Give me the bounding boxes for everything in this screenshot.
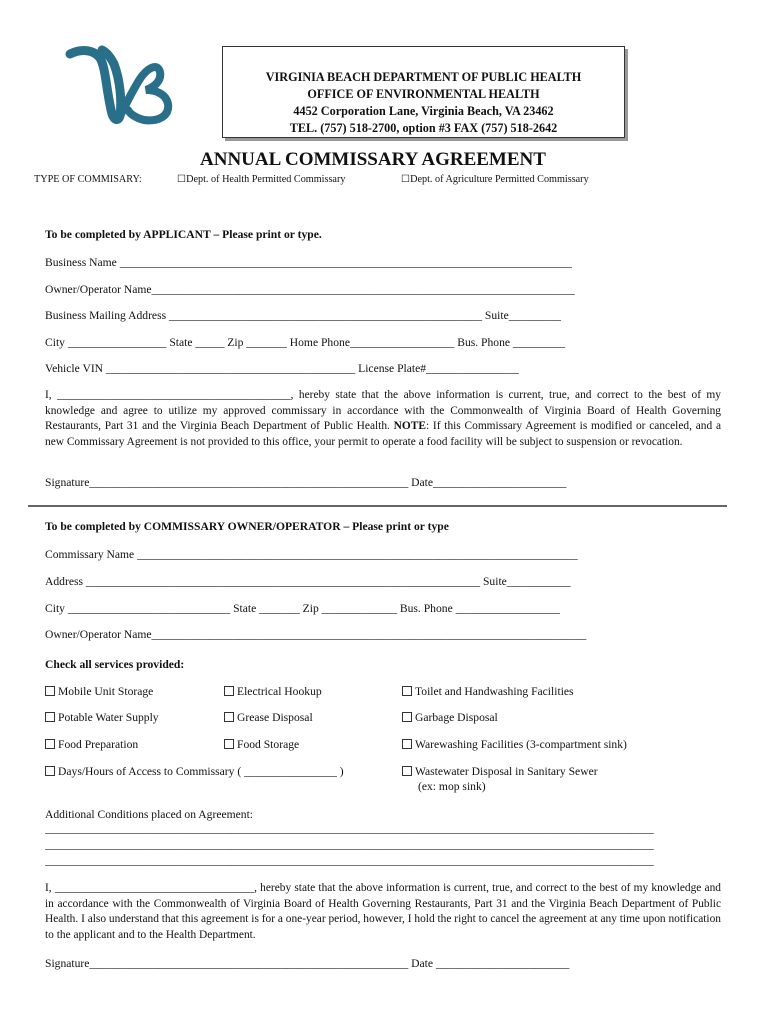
checkbox[interactable] [224,739,234,749]
checkbox[interactable] [45,712,55,722]
service-potable-water[interactable]: Potable Water Supply [45,711,159,724]
city-state-zip-field[interactable]: City _________________ State _____ Zip _______ Home Phone__________________ Bus. Phone _________ [45,336,566,349]
checkbox[interactable] [224,712,234,722]
page-title: ANNUAL COMMISSARY AGREEMENT [200,149,546,170]
checkbox[interactable] [224,686,234,696]
business-name-field[interactable]: Business Name ______________________________________________________________________________ [45,256,572,269]
section-divider [28,505,727,507]
vb-logo [62,40,186,130]
header-line-1: VIRGINIA BEACH DEPARTMENT OF PUBLIC HEALTH [265,70,582,84]
service-garbage-disposal[interactable]: Garbage Disposal [402,711,498,724]
header-box [222,46,625,138]
owner-name-field[interactable]: Owner/Operator Name_________________________________________________________________________ [45,283,575,296]
applicant-statement [45,388,721,450]
type-option-agriculture[interactable]: ☐Dept. of Agriculture Permitted Commissary [401,174,589,185]
commissary-address-field[interactable]: Address ____________________________________________________________________ Suite___________ [45,575,571,588]
type-option-health[interactable]: ☐Dept. of Health Permitted Commissary [177,174,346,185]
statement-text-2: : If this Commissary Agreement is modified or canceled, and a new Commissary Agreement is not provided to this office, your permit to operate a food facility will be subject to suspension or revocation. [45,420,721,448]
commissary-signature-line[interactable]: Signature_______________________________________________________ Date _______________________ [45,957,570,970]
checkbox[interactable] [402,712,412,722]
applicant-signature-line[interactable]: Signature_______________________________________________________ Date_______________________ [45,476,567,489]
vehicle-vin-field[interactable]: Vehicle VIN ___________________________________________ License Plate#________________ [45,362,519,375]
commissary-owner-field[interactable]: Owner/Operator Name___________________________________________________________________________ [45,628,587,641]
header-line-2: OFFICE OF ENVIRONMENTAL HEALTH [307,87,540,101]
checkbox[interactable] [402,766,412,776]
checkbox[interactable] [402,686,412,696]
checkbox[interactable] [45,686,55,696]
commissary-statement: I, ___________________________________, hereby state that the above information is current, true, and correct to the best of my knowledge and in accordance with the Commonwealth of Virginia Board of Health Governing Restaurants, Part 31 and the Virginia Beach Department of Public Health. I also understand that this agreement is for a one-year period, however, I hold the right to cancel the agreement at any time upon notification to the applicant and to the Health Department. [45,882,721,941]
type-label: TYPE OF COMMISARY: [34,174,142,185]
service-warewashing[interactable]: Warewashing Facilities (3-compartment sink) [402,738,627,751]
mailing-address-field[interactable]: Business Mailing Address ______________________________________________________ Suite_________ [45,309,561,322]
note-label: NOTE [393,420,426,432]
service-food-preparation[interactable]: Food Preparation [45,738,138,751]
checkbox[interactable] [402,739,412,749]
service-electrical-hookup[interactable]: Electrical Hookup [224,685,322,698]
header-line-4: TEL. (757) 518-2700, option #3 FAX (757) 518-2642 [289,121,558,135]
statement-text-1: I, _________________________________________, hereby state that the above information is current, true, and correct to the best of my knowledge and agree to utilize my approved commissary in accordance with the Commonwealth of Virginia Board of Health Governing Restaurants, Part 31 and the Virginia Beach Department of Public Health. [45,389,721,432]
service-toilet-handwashing[interactable]: Toilet and Handwashing Facilities [402,685,574,698]
additional-line-1[interactable]: _________________________________________________________________________________________________________ [45,822,654,835]
commissary-heading: To be completed by COMMISSARY OWNER/OPERATOR – Please print or type [45,520,449,533]
service-wastewater-disposal[interactable]: Wastewater Disposal in Sanitary Sewer [402,765,598,778]
applicant-heading: To be completed by APPLICANT – Please print or type. [45,228,322,241]
service-grease-disposal[interactable]: Grease Disposal [224,711,313,724]
checkbox[interactable] [45,739,55,749]
service-food-storage[interactable]: Food Storage [224,738,299,751]
header-line-3: 4452 Corporation Lane, Virginia Beach, VA 23462 [293,104,554,118]
commissary-name-field[interactable]: Commissary Name ____________________________________________________________________________ [45,548,578,561]
service-mobile-unit-storage[interactable]: Mobile Unit Storage [45,685,153,698]
additional-conditions-label: Additional Conditions placed on Agreement: [45,808,254,821]
services-heading: Check all services provided: [45,658,185,671]
service-days-hours-access[interactable]: Days/Hours of Access to Commissary ( ________________ ) [45,765,344,778]
commissary-city-field[interactable]: City ____________________________ State _______ Zip _____________ Bus. Phone __________________ [45,602,560,615]
service-note: (ex: mop sink) [418,780,486,793]
additional-line-2[interactable]: _________________________________________________________________________________________________________ [45,838,654,851]
additional-line-3[interactable]: _________________________________________________________________________________________________________ [45,854,654,867]
checkbox[interactable] [45,766,55,776]
